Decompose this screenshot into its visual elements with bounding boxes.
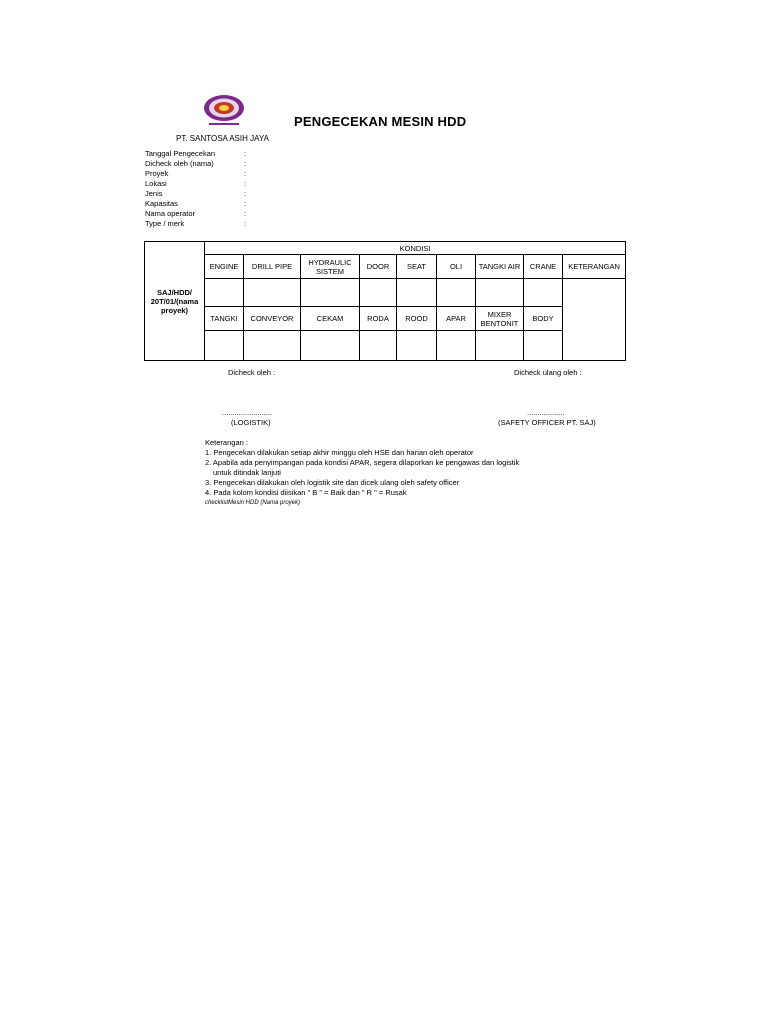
col-crane: CRANE: [524, 255, 563, 279]
note-item: 3. Pengecekan dilakukan oleh logistik site dan dicek ulang oleh safety officer: [205, 478, 460, 487]
note-item: untuk ditindak lanjuti: [213, 468, 281, 477]
note-item: 1. Pengecekan dilakukan setiap akhir minggu oleh HSE dan harian oleh operator: [205, 448, 474, 457]
info-row-dicheck: Dicheck oleh (nama) :: [145, 159, 247, 168]
cell-tangki-air[interactable]: [476, 279, 524, 307]
footer-caption: checklistMesin HDD (Nama proyek): [205, 500, 301, 506]
cell-roda[interactable]: [360, 331, 397, 361]
cell-keterangan[interactable]: [563, 279, 626, 361]
col-engine: ENGINE: [205, 255, 244, 279]
col-drill-pipe: DRILL PIPE: [244, 255, 301, 279]
safety-signature-line: ..................: [527, 408, 565, 417]
row-label-cell: SAJ/HDD/ 20T/01/(nama proyek): [145, 242, 205, 361]
col-mixer-bentonit: MIXER BENTONIT: [476, 307, 524, 331]
logistik-signature-line: ........................: [222, 408, 273, 417]
col-rood: ROOD: [397, 307, 437, 331]
col-hydraulic-sistem: HYDRAULIC SISTEM: [301, 255, 360, 279]
notes-heading: Keterangan :: [205, 438, 248, 447]
info-row-proyek: Proyek :: [145, 169, 247, 178]
cell-conveyor[interactable]: [244, 331, 301, 361]
checked-by-label: Dicheck oleh :: [228, 368, 276, 377]
cell-apar[interactable]: [437, 331, 476, 361]
col-keterangan: KETERANGAN: [563, 255, 626, 279]
logistik-role: (LOGISTIK): [231, 418, 271, 427]
cell-body[interactable]: [524, 331, 563, 361]
cell-hydraulic-sistem[interactable]: [301, 279, 360, 307]
cell-cekam[interactable]: [301, 331, 360, 361]
kondisi-table: [144, 241, 626, 361]
info-row-tanggal: Tanggal Pengecekan :: [145, 149, 247, 158]
col-body: BODY: [524, 307, 563, 331]
info-row-kapasitas: Kapasitas :: [145, 199, 247, 208]
company-name: PT. SANTOSA ASIH JAYA: [176, 134, 269, 143]
cell-seat[interactable]: [397, 279, 437, 307]
cell-rood[interactable]: [397, 331, 437, 361]
cell-drill-pipe[interactable]: [244, 279, 301, 307]
info-fields: [145, 149, 247, 229]
cell-door[interactable]: [360, 279, 397, 307]
info-row-type: Type / merk :: [145, 219, 247, 228]
col-cekam: CEKAM: [301, 307, 360, 331]
col-tangki-air: TANGKI AIR: [476, 255, 524, 279]
col-apar: APAR: [437, 307, 476, 331]
col-oli: OLI: [437, 255, 476, 279]
col-tangki: TANGKI: [205, 307, 244, 331]
cell-engine[interactable]: [205, 279, 244, 307]
col-roda: RODA: [360, 307, 397, 331]
info-row-jenis: Jenis :: [145, 189, 247, 198]
cell-crane[interactable]: [524, 279, 563, 307]
cell-mixer-bentonit[interactable]: [476, 331, 524, 361]
company-logo: [203, 94, 245, 128]
info-row-operator: Nama operator :: [145, 209, 247, 218]
cell-oli[interactable]: [437, 279, 476, 307]
note-item: 4. Pada kolom kondisi diisikan " B " = Baik dan " R " = Rusak: [205, 488, 407, 497]
col-seat: SEAT: [397, 255, 437, 279]
notes-section: [205, 438, 519, 498]
safety-role: (SAFETY OFFICER PT. SAJ): [498, 418, 596, 427]
info-row-lokasi: Lokasi :: [145, 179, 247, 188]
cell-tangki[interactable]: [205, 331, 244, 361]
note-item: 2. Apabila ada penyimpangan pada kondisi APAR, segera dilaporkan ke pengawas dan logistik: [205, 458, 520, 467]
kondisi-header: KONDISI: [205, 242, 626, 255]
col-door: DOOR: [360, 255, 397, 279]
page-title: PENGECEKAN MESIN HDD: [294, 114, 467, 129]
rechecked-by-label: Dicheck ulang oleh :: [514, 368, 582, 377]
col-conveyor: CONVEYOR: [244, 307, 301, 331]
